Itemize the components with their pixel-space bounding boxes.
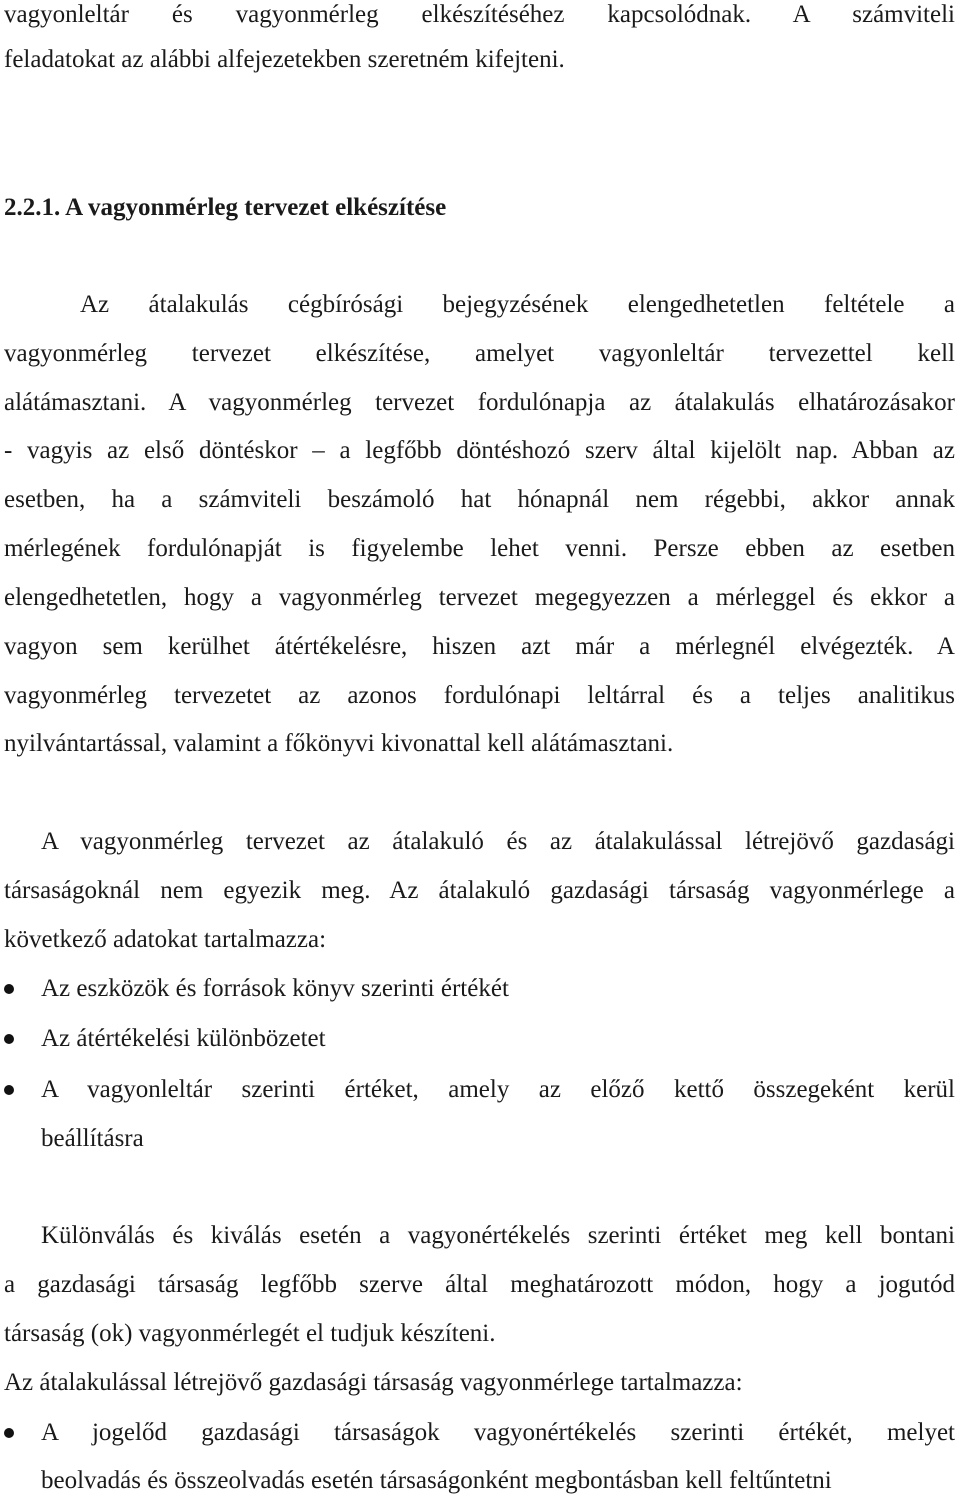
paragraph-line: társaság (ok) vagyonmérlegét el tudjuk készíteni.	[4, 1320, 496, 1347]
paragraph-line: következő adatokat tartalmazza:	[4, 926, 327, 953]
paragraph-line: nyilvántartással, valamint a főkönyvi kivonattal kell alátámasztani.	[4, 730, 674, 757]
paragraph-line: vagyonmérleg tervezet elkészítése, amelyet vagyonleltár tervezettel kell	[4, 340, 955, 367]
paragraph-line: vagyon sem kerülhet átértékelésre, hiszen azt már a mérlegnél elvégezték. A	[4, 633, 955, 660]
bullet-icon	[4, 1428, 14, 1438]
list-item-continuation: beállításra	[41, 1125, 144, 1152]
paragraph-line: társaságoknál nem egyezik meg. Az átalakuló gazdasági társaság vagyonmérlege a	[4, 877, 955, 904]
paragraph-line: Az átalakulás cégbírósági bejegyzésének elengedhetetlen feltétele a	[80, 291, 955, 318]
paragraph-line: Az átalakulással létrejövő gazdasági társaság vagyonmérlege tartalmazza:	[4, 1369, 743, 1396]
paragraph-line: Különválás és kiválás esetén a vagyonértékelés szerinti értéket meg kell bontani	[41, 1222, 955, 1249]
paragraph-line: - vagyis az első döntéskor – a legfőbb döntéshozó szerv által kijelölt nap. Abban az	[4, 437, 955, 464]
list-item: Az átértékelési különbözetet	[41, 1025, 326, 1052]
paragraph-line: vagyonmérleg tervezetet az azonos fordulónapi leltárral és a teljes analitikus	[4, 682, 955, 709]
list-item: A jogelőd gazdasági társaságok vagyonértékelés szerinti értékét, melyet	[41, 1419, 955, 1446]
paragraph-line: mérlegének fordulónapját is figyelembe lehet venni. Persze ebben az esetben	[4, 535, 955, 562]
paragraph-line: A vagyonmérleg tervezet az átalakuló és az átalakulással létrejövő gazdasági	[41, 828, 955, 855]
paragraph-line: a gazdasági társaság legfőbb szerve által meghatározott módon, hogy a jogutód	[4, 1271, 955, 1298]
list-item-continuation: beolvadás és összeolvadás esetén társaságonként megbontásban kell feltűntetni	[41, 1467, 832, 1494]
bullet-icon	[4, 1085, 14, 1095]
intro-line: vagyonleltár és vagyonmérleg elkészítéséhez kapcsolódnak. A számviteli	[4, 1, 955, 28]
section-heading: 2.2.1. A vagyonmérleg tervezet elkészítése	[4, 194, 447, 221]
paragraph-line: alátámasztani. A vagyonmérleg tervezet fordulónapja az átalakulás elhatározásakor	[4, 389, 955, 416]
bullet-icon	[4, 1034, 14, 1044]
intro-line: feladatokat az alábbi alfejezetekben szeretném kifejteni.	[4, 46, 565, 73]
list-item: Az eszközök és források könyv szerinti értékét	[41, 975, 509, 1002]
list-item: A vagyonleltár szerinti értéket, amely az előző kettő összegeként kerül	[41, 1076, 955, 1103]
bullet-icon	[4, 984, 14, 994]
paragraph-line: esetben, ha a számviteli beszámoló hat hónapnál nem régebbi, akkor annak	[4, 486, 955, 513]
paragraph-line: elengedhetetlen, hogy a vagyonmérleg tervezet megegyezzen a mérleggel és ekkor a	[4, 584, 955, 611]
